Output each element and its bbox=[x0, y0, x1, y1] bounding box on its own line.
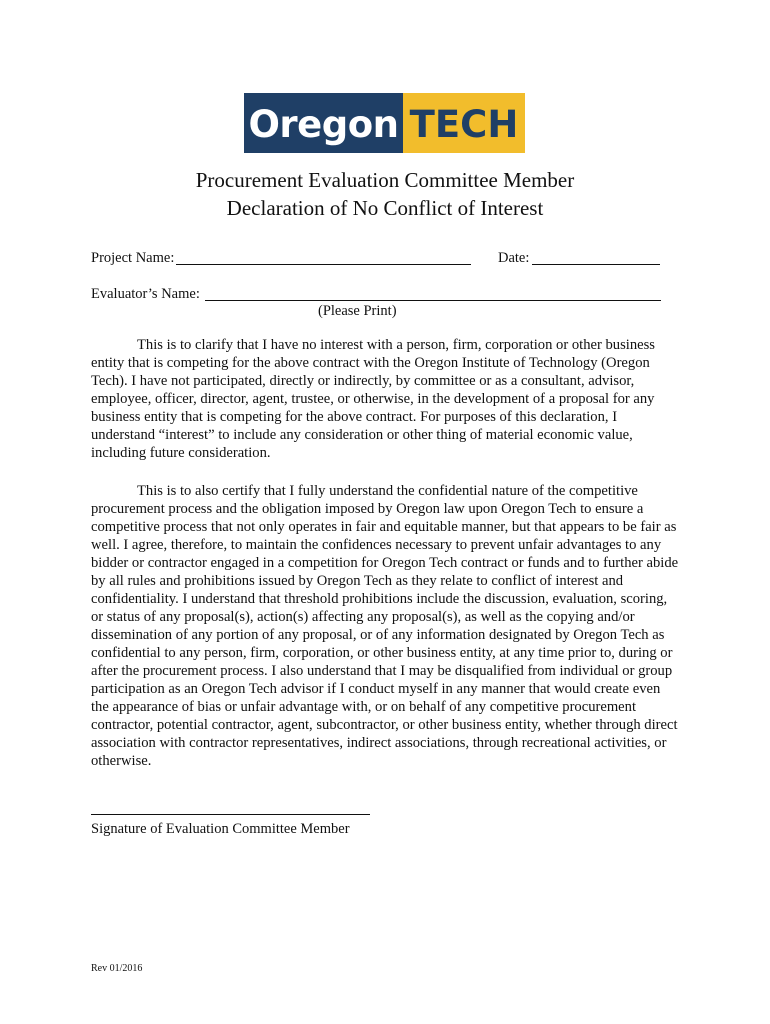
declaration-paragraph-2: This is to also certify that I fully understand the confidential nature of the competitive procurement process and the obligation imposed by Oregon law upon Oregon Tech to ensure a competitive process that not only operates in fair and equitable manner, but that appears to be fair as well. I agree, therefore, to maintain the confidences necessary to prevent unfair advantages to any bidder or contractor engaged in a competition for Oregon Tech contract or funds and to further abide by all rules and prohibitions issued by Oregon Tech as they relate to conflict of interest and confidentiality. I understand that threshold prohibitions include the discussion, evaluation, scoring, or status of any proposal(s), action(s) affecting any proposal(s), as well as the copying and/or dissemination of any portion of any proposal, or of any information designated by Oregon Tech as confidential to any person, firm, corporation, or other business entity, at any time prior to, during or after the procurement process. I also understand that I may be disqualified from individual or group participation as an Oregon Tech advisor if I conduct myself in any manner that would create even the appearance of bias or unfair advantage with, or on behalf of any competitive procurement contractor, potential contractor, agent, subcontractor, or other business entity, whether through direct association with contractor representatives, indirect associations, through recreational activities, or otherwise. bbox=[91, 483, 679, 769]
evaluator-name-field[interactable] bbox=[205, 300, 661, 301]
please-print-note: (Please Print) bbox=[318, 303, 397, 319]
signature-field[interactable] bbox=[91, 814, 370, 815]
date-field[interactable] bbox=[532, 264, 660, 265]
page-title-line2: Declaration of No Conflict of Interest bbox=[226, 196, 544, 220]
project-name-label: Project Name: bbox=[91, 250, 175, 266]
date-label: Date: bbox=[498, 250, 530, 266]
oregon-tech-logo bbox=[244, 93, 525, 153]
logo-oregon-block: Oregon bbox=[244, 93, 403, 153]
signature-label: Signature of Evaluation Committee Member bbox=[91, 821, 350, 837]
revision-footer: Rev 01/2016 bbox=[91, 963, 143, 974]
page-title-line1: Procurement Evaluation Committee Member bbox=[195, 168, 575, 192]
project-name-field[interactable] bbox=[176, 264, 471, 265]
logo-tech-block: TECH bbox=[403, 93, 525, 153]
declaration-paragraph-1: This is to clarify that I have no interest with a person, firm, corporation or other business entity that is competing for the above contract with the Oregon Institute of Technology (Oregon Tech). I have not participated, directly or indirectly, by committee or as a consultant, advisor, employee, officer, director, agent, trustee, or otherwise, in the development of a proposal for any business entity that is competing for the above contract. For purposes of this declaration, I understand “interest” to include any consideration or other thing of material economic value, including future consideration. bbox=[91, 337, 655, 461]
evaluator-name-label: Evaluator’s Name: bbox=[91, 286, 200, 302]
